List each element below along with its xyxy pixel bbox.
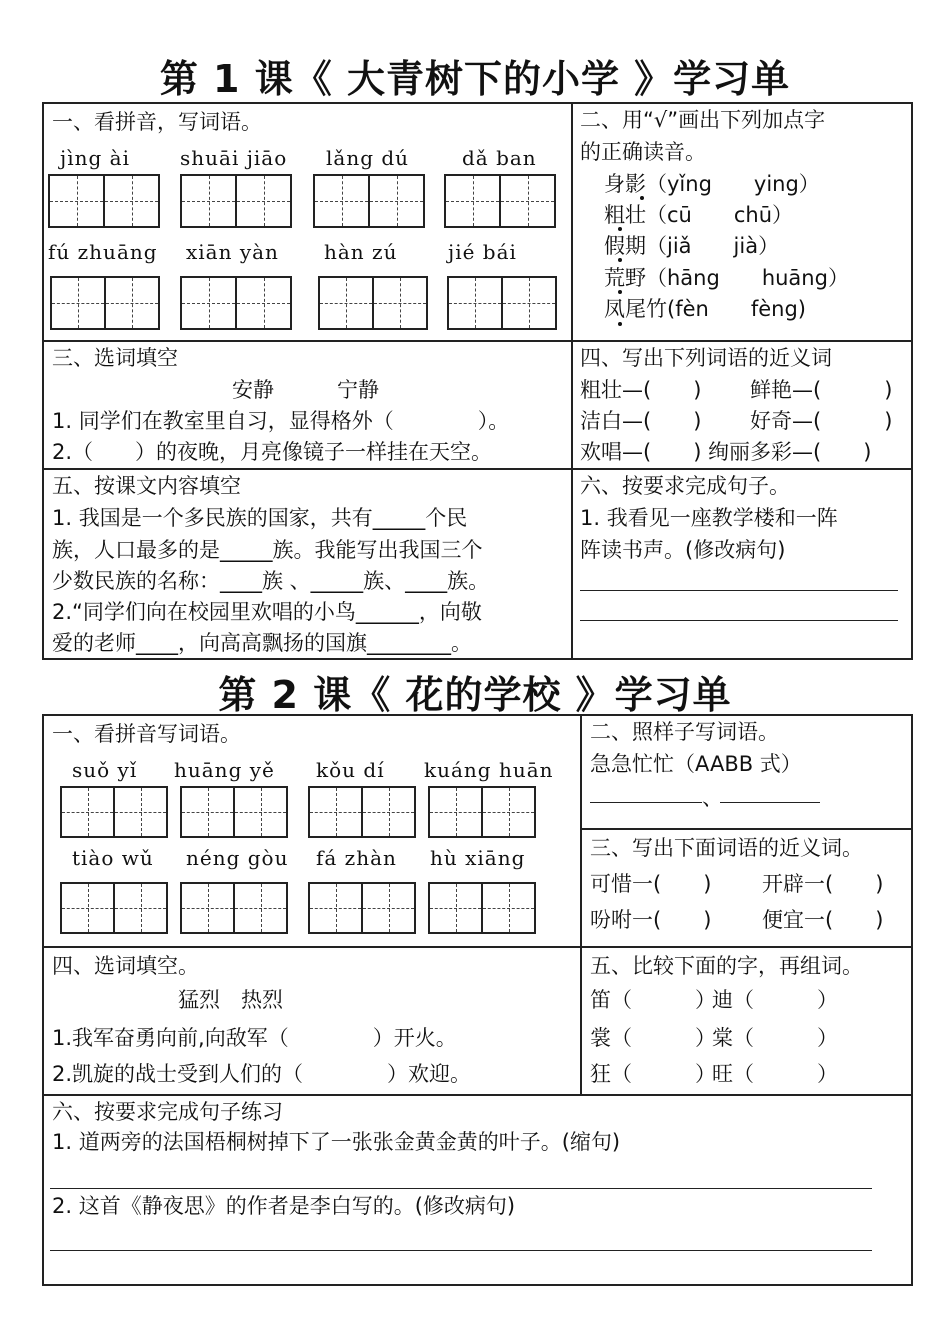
l1-s2-item-3: 假期（jiǎ jià） (604, 234, 780, 258)
answer-line[interactable] (590, 802, 702, 803)
l2-write-box-8[interactable] (428, 882, 536, 934)
l1-s3-q2: 2.（ ）的夜晚，月亮像镜子一样挂在天空。 (52, 440, 493, 464)
l1-s5-line-2: 族，人口最多的是_____族。我能写出我国三个 (52, 538, 483, 562)
lesson2-row-divider-1 (42, 946, 913, 948)
lesson1-title: 第 1 课《 大青树下的小学 》学习单 (159, 57, 791, 101)
lesson2-divider (580, 714, 582, 1094)
l1-write-box-5[interactable] (50, 276, 160, 330)
answer-line[interactable] (50, 1250, 872, 1251)
emphasis-dot (618, 258, 622, 262)
answer-line[interactable] (50, 1188, 872, 1189)
l2-s5-r1c2: 迪（ ） (712, 988, 838, 1012)
l2-s1-pinyin-5: tiào wǔ (72, 846, 154, 870)
l2-s3-r1c2: 开辟一( ) (762, 872, 884, 896)
l2-s6-q2: 2. 这首《静夜思》的作者是李白写的。(修改病句) (52, 1194, 516, 1218)
l2-write-box-1[interactable] (60, 786, 168, 838)
l2-s4-q2: 2.凯旋的战士受到人们的（ ）欢迎。 (52, 1062, 472, 1086)
l2-s4-heading: 四、选词填空。 (52, 954, 199, 978)
l1-write-box-4[interactable] (444, 174, 556, 228)
answer-line[interactable] (580, 620, 898, 621)
l1-s1-pinyin-3: lǎng dú (326, 146, 410, 170)
l2-s1-heading: 一、看拼音写词语。 (52, 722, 241, 746)
l1-s5-line-4: 2.“同学们向在校园里欢唱的小鸟______，向敬 (52, 600, 482, 624)
emphasis-dot (618, 290, 622, 294)
l1-write-box-3[interactable] (313, 174, 425, 228)
l1-s1-pinyin-5: fú zhuāng (48, 240, 158, 264)
l2-write-box-6[interactable] (180, 882, 288, 934)
l2-s3-heading: 三、写出下面词语的近义词。 (590, 836, 863, 860)
l2-s5-r2c1: 裳（ ） (590, 1026, 716, 1050)
l2-s2-sep: 、 (702, 786, 723, 810)
lesson2-title: 第 2 课《 花的学校 》学习单 (218, 673, 732, 717)
l2-s1-pinyin-3: kǒu dí (316, 758, 385, 782)
l1-s1-heading: 一、看拼音，写词语。 (52, 110, 262, 134)
l2-s3-r2c2: 便宜一( ) (762, 908, 884, 932)
l1-s2-item-2: 粗壮（cū chū） (604, 203, 794, 227)
emphasis-dot (640, 196, 644, 200)
l1-s6-line-2: 阵读书声。(修改病句) (580, 538, 786, 562)
l2-s6-heading: 六、按要求完成句子练习 (52, 1100, 283, 1124)
emphasis-dot (618, 227, 622, 231)
l1-s2-item-4: 荒野（hāng huāng） (604, 266, 849, 290)
l1-write-box-2[interactable] (180, 174, 292, 228)
l1-s5-heading: 五、按课文内容填空 (52, 474, 241, 498)
l2-s1-pinyin-2: huāng yě (174, 758, 275, 782)
l2-s5-r1c1: 笛（ ） (590, 988, 716, 1012)
l2-s4-words: 猛烈 热烈 (178, 988, 283, 1012)
l1-write-box-8[interactable] (447, 276, 557, 330)
l2-s5-r3c2: 旺（ ） (712, 1062, 838, 1086)
l1-s2-item-1: 身影（yǐng ying） (604, 172, 820, 196)
lesson2-right-divider (580, 828, 913, 830)
l1-s1-pinyin-4: dǎ ban (462, 146, 537, 170)
l2-write-box-3[interactable] (308, 786, 416, 838)
l2-s2-example: 急急忙忙（AABB 式） (590, 752, 802, 776)
l2-s5-r3c1: 狂（ ） (590, 1062, 716, 1086)
l1-s2-item-5: 凤尾竹(fèn fèng) (604, 297, 806, 321)
l1-s4-r1c2: 鲜艳—( ) (750, 378, 893, 402)
l1-s4-r3c1: 欢唱—( ) (580, 440, 702, 464)
l1-s5-line-5: 爱的老师____，向高高飘扬的国旗________。 (52, 631, 472, 655)
l1-write-box-6[interactable] (180, 276, 292, 330)
l1-s2-heading-2: 的正确读音。 (580, 140, 706, 164)
l2-s3-r2c1: 吩咐一( ) (590, 908, 712, 932)
l2-write-box-5[interactable] (60, 882, 168, 934)
l1-s5-line-3: 少数民族的名称：____族 、_____族、____族。 (52, 569, 490, 593)
l1-s2-heading: 二、用“√”画出下列加点字 (580, 108, 826, 132)
l1-s1-pinyin-6: xiān yàn (186, 240, 279, 264)
l1-s3-heading: 三、选词填空 (52, 346, 178, 370)
l1-s4-r3c2: 绚丽多彩—( ) (708, 440, 872, 464)
l2-s1-pinyin-6: néng gòu (186, 846, 289, 870)
l2-s1-pinyin-7: fá zhàn (316, 846, 397, 870)
l1-s3-words: 安静 宁静 (232, 378, 379, 402)
answer-line[interactable] (720, 802, 820, 803)
l2-write-box-7[interactable] (308, 882, 416, 934)
l1-s1-pinyin-7: hàn zú (324, 240, 398, 264)
l1-s1-pinyin-8: jié bái (448, 240, 517, 264)
l2-write-box-4[interactable] (428, 786, 536, 838)
l2-s5-heading: 五、比较下面的字，再组词。 (590, 954, 863, 978)
lesson1-row-divider-1 (42, 340, 913, 342)
answer-line[interactable] (580, 590, 898, 591)
lesson1-divider (571, 102, 573, 660)
l2-s6-q1: 1. 道两旁的法国梧桐树掉下了一张张金黄金黄的叶子。(缩句) (52, 1130, 621, 1154)
emphasis-dot (618, 322, 622, 326)
l1-s4-r2c1: 洁白—( ) (580, 409, 702, 433)
l1-s3-q1: 1. 同学们在教室里自习，显得格外（ ）。 (52, 409, 510, 433)
l2-s2-heading: 二、照样子写词语。 (590, 720, 779, 744)
l2-write-box-2[interactable] (180, 786, 288, 838)
l1-s6-line-1: 1. 我看见一座教学楼和一阵 (580, 506, 838, 530)
lesson2-row-divider-2 (42, 1094, 913, 1096)
l1-s6-heading: 六、按要求完成句子。 (580, 474, 790, 498)
l1-write-box-1[interactable] (48, 174, 160, 228)
l2-s1-pinyin-8: hù xiāng (430, 846, 526, 870)
l2-s4-q1: 1.我军奋勇向前,向敌军（ ）开火。 (52, 1026, 457, 1050)
l1-s4-r1c1: 粗壮—( ) (580, 378, 702, 402)
l1-s1-pinyin-2: shuāi jiāo (180, 146, 288, 170)
l1-s4-r2c2: 好奇—( ) (750, 409, 893, 433)
l2-s3-r1c1: 可惜一( ) (590, 872, 712, 896)
l2-s5-r2c2: 棠（ ） (712, 1026, 838, 1050)
l1-s4-heading: 四、写出下列词语的近义词 (580, 346, 832, 370)
l2-s1-pinyin-4: kuáng huān (424, 758, 554, 782)
lesson1-row-divider-2 (42, 468, 913, 470)
l1-s1-pinyin-1: jìng ài (60, 146, 130, 170)
l2-s1-pinyin-1: suǒ yǐ (72, 758, 138, 782)
l1-s5-line-1: 1. 我国是一个多民族的国家，共有_____个民 (52, 506, 468, 530)
l1-write-box-7[interactable] (318, 276, 428, 330)
